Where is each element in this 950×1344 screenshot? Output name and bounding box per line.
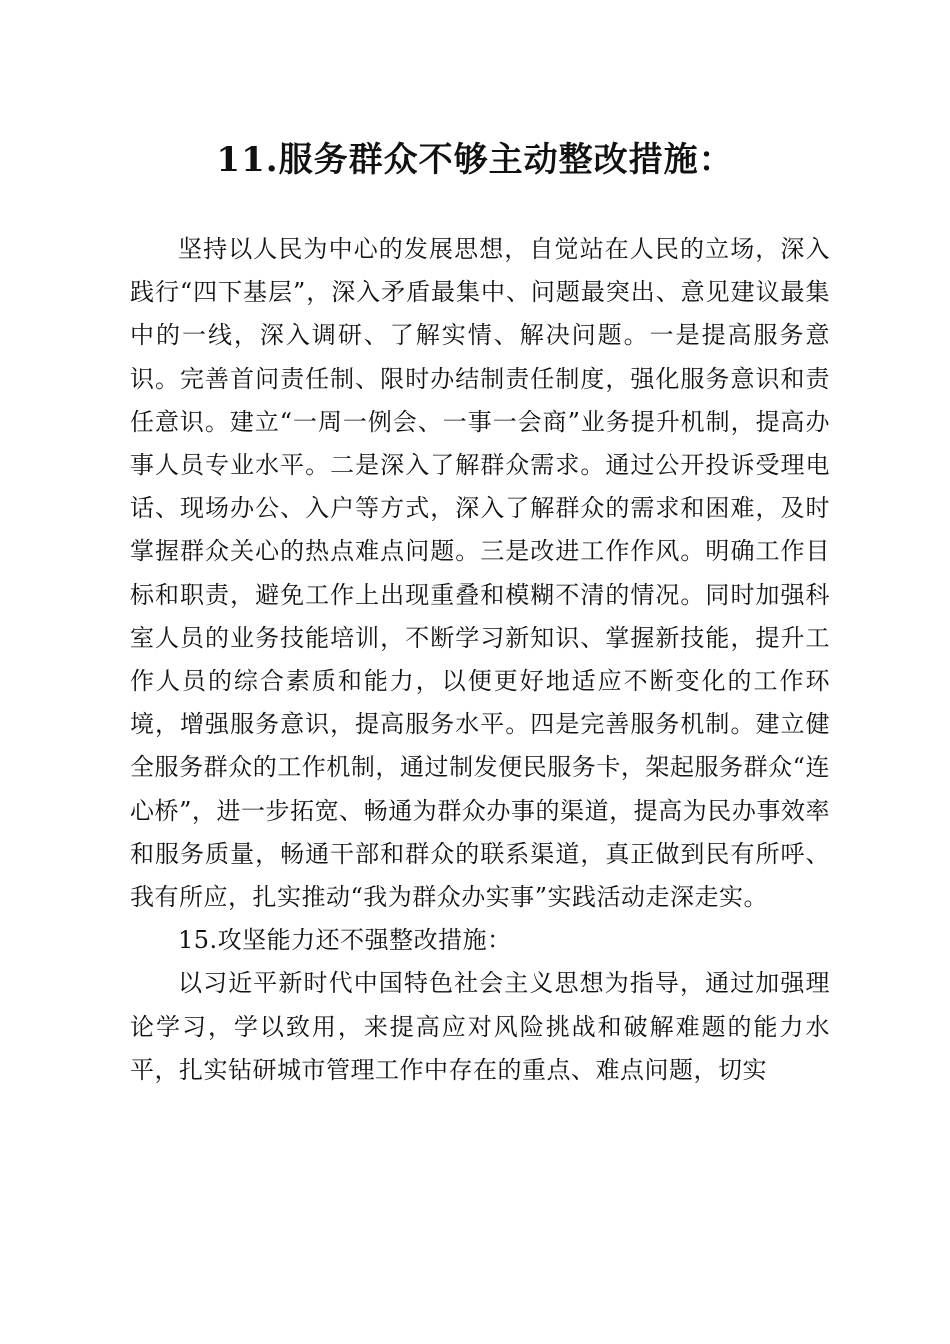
paragraph-capability-measures: 以习近平新时代中国特色社会主义思想为指导，通过加强理论学习，学以致用，来提高应对风险挑战和破解难题的能力水平，扎实钻研城市管理工作中存在的重点、难点问题，切实	[130, 969, 830, 1084]
document-title: 11.服务群众不够主动整改措施：	[216, 140, 734, 180]
document-body	[130, 228, 830, 1092]
paragraph-service-measures: 坚持以人民为中心的发展思想，自觉站在人民的立场，深入践行“四下基层”，深入矛盾最集中、问题最突出、意见建议最集中的一线，深入调研、了解实情、解决问题。一是提高服务意识。完善首问责任制、限时办结制责任制度，强化服务意识和责任意识。建立“一周一例会、一事一会商”业务提升机制，提高办事人员专业水平。二是深入了解群众需求。通过公开投诉受理电话、现场办公、入户等方式，深入了解群众的需求和困难，及时掌握群众关心的热点难点问题。三是改进工作作风。明确工作目标和职责，避免工作上出现重叠和模糊不清的情况。同时加强科室人员的业务技能培训，不断学习新知识、掌握新技能，提升工作人员的综合素质和能力，以便更好地适应不断变化的工作环境，增强服务意识，提高服务水平。四是完善服务机制。建立健全服务群众的工作机制，通过制发便民服务卡，架起服务群众“连心桥”，进一步拓宽、畅通为群众办事的渠道，提高为民办事效率和服务质量，畅通干部和群众的联系渠道，真正做到民有所呼、我有所应，扎实推动“我为群众办实事”实践活动走深走实。	[130, 235, 830, 912]
section-heading-15: 15.攻坚能力还不强整改措施：	[178, 926, 512, 955]
